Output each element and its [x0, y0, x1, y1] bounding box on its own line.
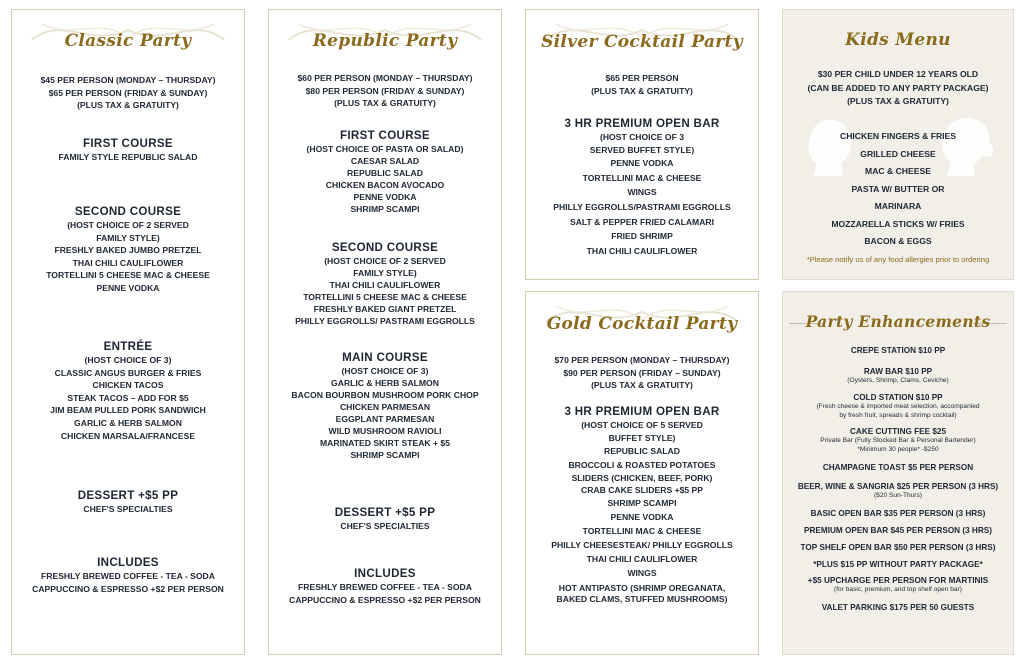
- menu-item: SHRIMP SCAMPI: [350, 204, 420, 214]
- enhancement-item: CREPE STATION $10 PP: [850, 346, 946, 355]
- section-heading: 3 HR PREMIUM OPEN BAR: [564, 117, 720, 130]
- menu-item: CRAB CAKE SLIDERS +$5 PP: [580, 485, 703, 496]
- menu-item: SLIDERS (CHICKEN, BEEF, PORK): [571, 473, 713, 484]
- menu-item: CAPPUCCINO & ESPRESSO +$2 PER PERSON: [289, 594, 481, 605]
- menu-item: MARINATED SKIRT STEAK + $5: [320, 438, 450, 448]
- section-heading: SECOND COURSE: [74, 205, 182, 218]
- menu-item: FRESHLY BAKED GIANT PRETZEL: [313, 304, 457, 314]
- menu-item: WILD MUSHROOM RAVIOLI: [328, 426, 442, 436]
- kids-items: [783, 128, 1013, 251]
- menu-item: TORTELLINI 5 CHEESE MAC & CHEESE: [303, 292, 467, 302]
- silver-open-bar: [526, 116, 758, 258]
- section-note: (HOST CHOICE OF 5 SERVED: [581, 420, 703, 430]
- enhancement-item: COLD STATION $10 PP: [853, 392, 943, 402]
- menu-item: WINGS: [627, 568, 657, 579]
- menu-item: PENNE VODKA: [610, 158, 674, 169]
- menu-item: PENNE VODKA: [96, 282, 160, 293]
- price-line: (PLUS TAX & GRATUITY): [847, 96, 949, 107]
- enhancement-detail: Private Bar (Fully Stocked Bar & Personal Bartender): [820, 437, 976, 445]
- section-heading: INCLUDES: [354, 567, 416, 580]
- menu-item: EGGPLANT PARMESAN: [335, 414, 435, 424]
- menu-item: TORTELLINI MAC & CHEESE: [582, 526, 702, 537]
- republic-main-course: [269, 350, 501, 461]
- republic-dessert: [269, 505, 501, 533]
- menu-item: SALT & PEPPER FRIED CALAMARI: [569, 216, 715, 227]
- menu-item: MAC & CHEESE: [865, 166, 931, 176]
- menu-item: GARLIC & HERB SALMON: [331, 378, 439, 388]
- section-heading: DESSERT +$5 PP: [77, 489, 179, 502]
- price-line: (PLUS TAX & GRATUITY): [591, 380, 693, 391]
- price-line: $70 PER PERSON (MONDAY – THURSDAY): [554, 355, 730, 365]
- enhancement-detail: *Minimum 30 people* -$250: [857, 446, 939, 454]
- menu-item: THAI CHILI CAULIFLOWER: [72, 257, 184, 268]
- menu-item: CHEF'S SPECIALTIES: [83, 504, 173, 514]
- price-line: $65 PER PERSON: [605, 73, 679, 83]
- menu-item: CHICKEN TACOS: [92, 380, 164, 391]
- menu-item: CHICKEN PARMESAN: [339, 402, 431, 412]
- section-note: (HOST CHOICE OF 3): [341, 366, 429, 376]
- price-line: $30 PER CHILD UNDER 12 YEARS OLD: [817, 69, 979, 79]
- menu-item: STEAK TACOS – ADD FOR $5: [67, 392, 189, 403]
- enhancement-item: +$5 UPCHARGE PER PERSON FOR MARTINIS: [807, 575, 989, 585]
- price-line: (PLUS TAX & GRATUITY): [591, 85, 693, 96]
- menu-item: PASTA W/ BUTTER OR: [851, 183, 945, 194]
- menu-item: JIM BEAM PULLED PORK SANDWICH: [50, 405, 206, 416]
- kids-menu-card: [782, 9, 1014, 280]
- menu-item: THAI CHILI CAULIFLOWER: [329, 280, 441, 290]
- section-heading: FIRST COURSE: [83, 137, 173, 150]
- price-line: (PLUS TAX & GRATUITY): [77, 100, 179, 111]
- silver-cocktail-title: Silver Cocktail Party: [541, 32, 743, 52]
- menu-item: THAI CHILI CAULIFLOWER: [586, 554, 698, 565]
- party-enhancements-card: [782, 291, 1014, 655]
- section-note: (HOST CHOICE OF 3): [84, 355, 172, 365]
- menu-item: MARINARA: [874, 201, 922, 211]
- enhancements-list: [783, 345, 1013, 613]
- menu-item: PENNE VODKA: [353, 192, 417, 202]
- party-enhancements-title: Party Enhancements: [805, 312, 991, 331]
- section-note: FAMILY STYLE): [96, 232, 160, 243]
- section-heading: DESSERT +$5 PP: [334, 506, 436, 519]
- republic-includes: [269, 566, 501, 606]
- menu-item: CLASSIC ANGUS BURGER & FRIES: [54, 367, 202, 378]
- enhancement-item: BEER, WINE & SANGRIA $25 PER PERSON (3 HRS): [797, 481, 999, 491]
- menu-item: FRIED SHRIMP: [611, 231, 673, 242]
- menu-item: FRESHLY BREWED COFFEE - TEA - SODA: [298, 582, 472, 592]
- classic-dessert: [12, 488, 244, 516]
- menu-item: GRILLED CHEESE: [860, 148, 936, 159]
- enhancement-item: RAW BAR $10 PP: [863, 367, 933, 376]
- enhancement-detail: (Fresh cheese & imported meat selection, accompanied: [816, 402, 980, 410]
- enhancement-detail: (Oysters, Shrimp, Clams, Ceviche): [847, 377, 949, 384]
- republic-first-course: [269, 128, 501, 215]
- menu-item: FAMILY STYLE REPUBLIC SALAD: [58, 152, 198, 162]
- silver-pricing: [526, 72, 758, 97]
- kids-menu-title: Kids Menu: [845, 30, 951, 50]
- section-heading: 3 HR PREMIUM OPEN BAR: [564, 405, 720, 418]
- classic-pricing: [12, 74, 244, 112]
- section-note: FAMILY STYLE): [353, 268, 417, 278]
- menu-item: WINGS: [627, 187, 657, 198]
- price-line: (PLUS TAX & GRATUITY): [334, 98, 436, 109]
- enhancement-detail: by fresh fruit, spreads & shrimp cocktail): [839, 411, 957, 419]
- menu-item: CHEF'S SPECIALTIES: [340, 521, 430, 531]
- menu-item: CHICKEN FINGERS & FRIES: [839, 131, 957, 141]
- menu-item: BROCCOLI & ROASTED POTATOES: [568, 460, 716, 471]
- menu-item: TORTELLINI 5 CHEESE MAC & CHEESE: [46, 270, 210, 281]
- menu-item: GARLIC & HERB SALMON: [74, 417, 182, 428]
- gold-open-bar: [526, 404, 758, 605]
- menu-item: CAESAR SALAD: [350, 156, 420, 166]
- menu-item: THAI CHILI CAULIFLOWER: [586, 245, 698, 256]
- menu-item: REPUBLIC SALAD: [347, 168, 423, 178]
- section-heading: FIRST COURSE: [340, 129, 430, 142]
- price-line: (CAN BE ADDED TO ANY PARTY PACKAGE): [807, 82, 989, 93]
- menu-item: MOZZARELLA STICKS W/ FRIES: [831, 218, 965, 229]
- classic-second-course: [12, 204, 244, 295]
- price-line: $90 PER PERSON (FRIDAY – SUNDAY): [563, 367, 721, 378]
- enhancement-item: *PLUS $15 PP WITHOUT PARTY PACKAGE*: [813, 559, 983, 569]
- section-heading: INCLUDES: [97, 556, 159, 569]
- gold-cocktail-card: [525, 291, 759, 655]
- section-note: (HOST CHOICE OF PASTA OR SALAD): [306, 144, 464, 154]
- menu-item: REPUBLIC SALAD: [604, 446, 680, 457]
- menu-item: FRESHLY BAKED JUMBO PRETZEL: [54, 245, 202, 256]
- menu-item: SHRIMP SCAMPI: [607, 498, 677, 509]
- section-note: SERVED BUFFET STYLE): [589, 144, 695, 155]
- classic-party-title: Classic Party: [64, 31, 192, 51]
- section-note: BUFFET STYLE): [608, 432, 676, 443]
- enhancement-detail: ($20 Sun-Thurs): [873, 491, 922, 499]
- gold-cocktail-title: Gold Cocktail Party: [546, 314, 738, 334]
- menu-item: BACON & EGGS: [864, 236, 932, 246]
- classic-entree: [12, 339, 244, 442]
- menu-item: SHRIMP SCAMPI: [350, 450, 420, 460]
- enhancement-detail: (for basic, premium, and top shelf open bar): [834, 585, 962, 593]
- section-heading: ENTRÉE: [103, 340, 153, 353]
- menu-item: CHICKEN BACON AVOCADO: [325, 180, 445, 190]
- price-line: $65 PER PERSON (FRIDAY & SUNDAY): [48, 87, 208, 98]
- menu-item: FRESHLY BREWED COFFEE - TEA - SODA: [41, 571, 215, 581]
- menu-item: PHILLY EGGROLLS/PASTRAMI EGGROLLS: [553, 201, 731, 212]
- menu-item: BAKED CLAMS, STUFFED MUSHROOMS): [556, 594, 728, 605]
- section-note: (HOST CHOICE OF 2 SERVED: [67, 220, 189, 230]
- allergy-note: *Please notify us of any food allergies prior to ordering: [806, 255, 990, 264]
- menu-item: CAPPUCCINO & ESPRESSO +$2 PER PERSON: [32, 583, 224, 594]
- silver-cocktail-card: [525, 9, 759, 280]
- menu-item: HOT ANTIPASTO (SHRIMP OREGANATA,: [558, 583, 726, 594]
- kids-pricing: [783, 68, 1013, 109]
- republic-party-card: [268, 9, 502, 655]
- section-note: (HOST CHOICE OF 3: [599, 132, 685, 142]
- enhancement-item: BASIC OPEN BAR $35 PER PERSON (3 HRS): [810, 508, 986, 518]
- section-note: (HOST CHOICE OF 2 SERVED: [324, 256, 446, 266]
- menu-item: TORTELLINI MAC & CHEESE: [582, 172, 702, 183]
- classic-first-course: [12, 136, 244, 164]
- menu-item: BACON BOURBON MUSHROOM PORK CHOP: [291, 390, 479, 400]
- gold-pricing: [526, 354, 758, 392]
- price-line: $80 PER PERSON (FRIDAY & SUNDAY): [305, 85, 465, 96]
- section-heading: MAIN COURSE: [342, 351, 428, 364]
- republic-second-course: [269, 240, 501, 327]
- enhancement-item: CAKE CUTTING FEE $25: [850, 427, 946, 437]
- menu-item: PHILLY EGGROLLS/ PASTRAMI EGGROLLS: [295, 316, 475, 326]
- enhancement-item: VALET PARKING $175 PER 50 GUESTS: [821, 602, 975, 612]
- enhancement-item: PREMIUM OPEN BAR $45 PER PERSON (3 HRS): [804, 525, 992, 535]
- menu-item: PHILLY CHEESESTEAK/ PHILLY EGGROLLS: [551, 540, 733, 551]
- menu-item: PENNE VODKA: [610, 512, 674, 523]
- enhancement-item: TOP SHELF OPEN BAR $50 PER PERSON (3 HRS): [800, 542, 996, 552]
- section-heading: SECOND COURSE: [331, 241, 439, 254]
- price-line: $60 PER PERSON (MONDAY – THURSDAY): [297, 73, 473, 83]
- enhancement-item: CHAMPAGNE TOAST $5 PER PERSON: [822, 462, 974, 472]
- classic-party-card: [11, 9, 245, 655]
- republic-party-title: Republic Party: [312, 31, 458, 51]
- republic-pricing: [269, 72, 501, 110]
- classic-includes: [12, 555, 244, 595]
- menu-item: CHICKEN MARSALA/FRANCESE: [60, 430, 196, 441]
- price-line: $45 PER PERSON (MONDAY – THURSDAY): [40, 75, 216, 85]
